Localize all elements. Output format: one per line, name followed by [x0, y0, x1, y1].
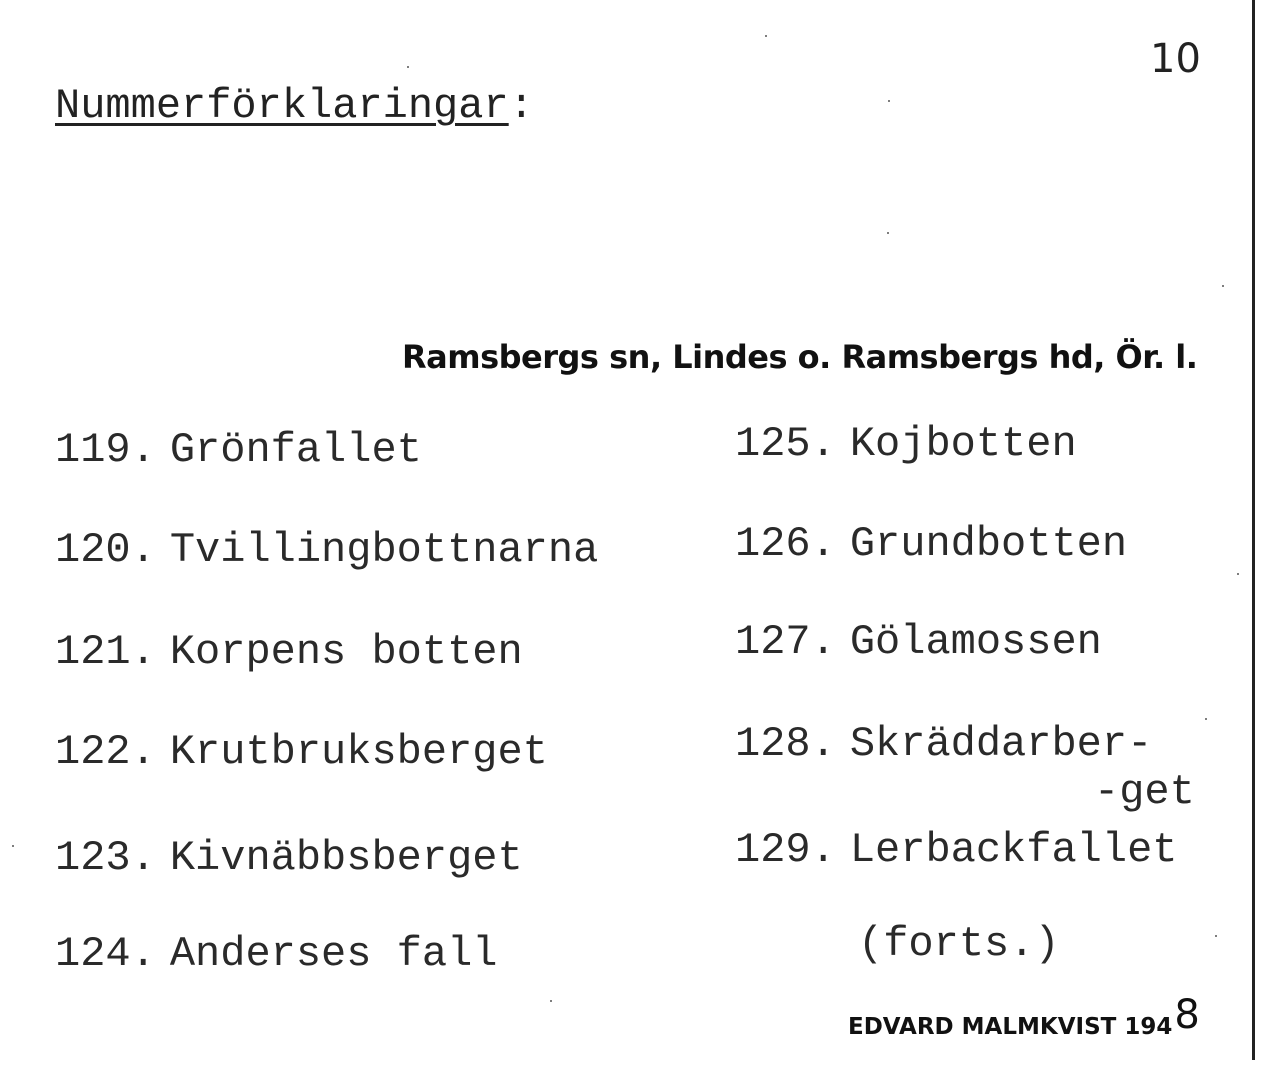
list-item	[55, 526, 598, 574]
list-item	[55, 728, 548, 776]
list-item	[55, 834, 523, 882]
entry-number: 121.	[55, 628, 156, 676]
card-edge-line	[1252, 0, 1255, 1060]
list-item	[55, 426, 422, 474]
list-item	[735, 618, 1102, 666]
entry-number: 124.	[55, 930, 156, 978]
entry-name: Tvillingbottnarna	[169, 526, 599, 574]
author-year-digit: 8	[1174, 992, 1200, 1038]
entry-name: Grönfallet	[169, 426, 422, 474]
scan-speck	[888, 100, 890, 102]
entry-number: 123.	[55, 834, 156, 882]
list-item	[55, 930, 497, 978]
entry-name: Lerbackfallet	[849, 826, 1178, 874]
entry-number: 126.	[735, 520, 836, 568]
list-item	[55, 628, 523, 676]
list-item	[735, 826, 1177, 874]
parish-line: Ramsbergs sn, Lindes o. Ramsbergs hd, Ör. l.	[402, 338, 1198, 376]
author-name: EDVARD MALMKVIST 194	[848, 1014, 1173, 1040]
entry-number: 125.	[735, 420, 836, 468]
page-number: 10	[1150, 36, 1201, 82]
entry-name: Gölamossen	[849, 618, 1102, 666]
list-item	[735, 420, 1077, 468]
entry-name: Anderses fall	[169, 930, 498, 978]
entry-number: 127.	[735, 618, 836, 666]
scan-speck	[1205, 718, 1207, 720]
entry-name: Kojbotten	[849, 420, 1077, 468]
heading-text: Nummerförklaringar	[55, 82, 509, 130]
entry-number: 119.	[55, 426, 156, 474]
scan-speck	[1237, 573, 1239, 575]
entry-name: Skräddarber-	[849, 720, 1153, 768]
scan-speck	[407, 66, 409, 68]
scan-speck	[12, 845, 14, 847]
entry-continuation: -get	[1094, 768, 1195, 816]
entry-number: 122.	[55, 728, 156, 776]
scan-speck	[1222, 285, 1224, 287]
list-item	[735, 720, 1152, 768]
entry-name: Krutbruksberget	[169, 728, 548, 776]
scan-speck	[550, 1000, 552, 1002]
scan-speck	[887, 232, 889, 234]
entry-number: 128.	[735, 720, 836, 768]
entry-name: Kivnäbbsberget	[169, 834, 523, 882]
entry-name: Korpens botten	[169, 628, 523, 676]
heading-colon: :	[508, 82, 534, 130]
page-heading	[55, 82, 534, 130]
scan-speck	[1215, 935, 1217, 937]
continued-note: (forts.)	[858, 920, 1060, 968]
entry-name: Grundbotten	[849, 520, 1128, 568]
scan-speck	[765, 35, 767, 37]
author-signature	[848, 992, 1200, 1044]
entry-number: 120.	[55, 526, 156, 574]
list-item	[735, 520, 1127, 568]
entry-number: 129.	[735, 826, 836, 874]
